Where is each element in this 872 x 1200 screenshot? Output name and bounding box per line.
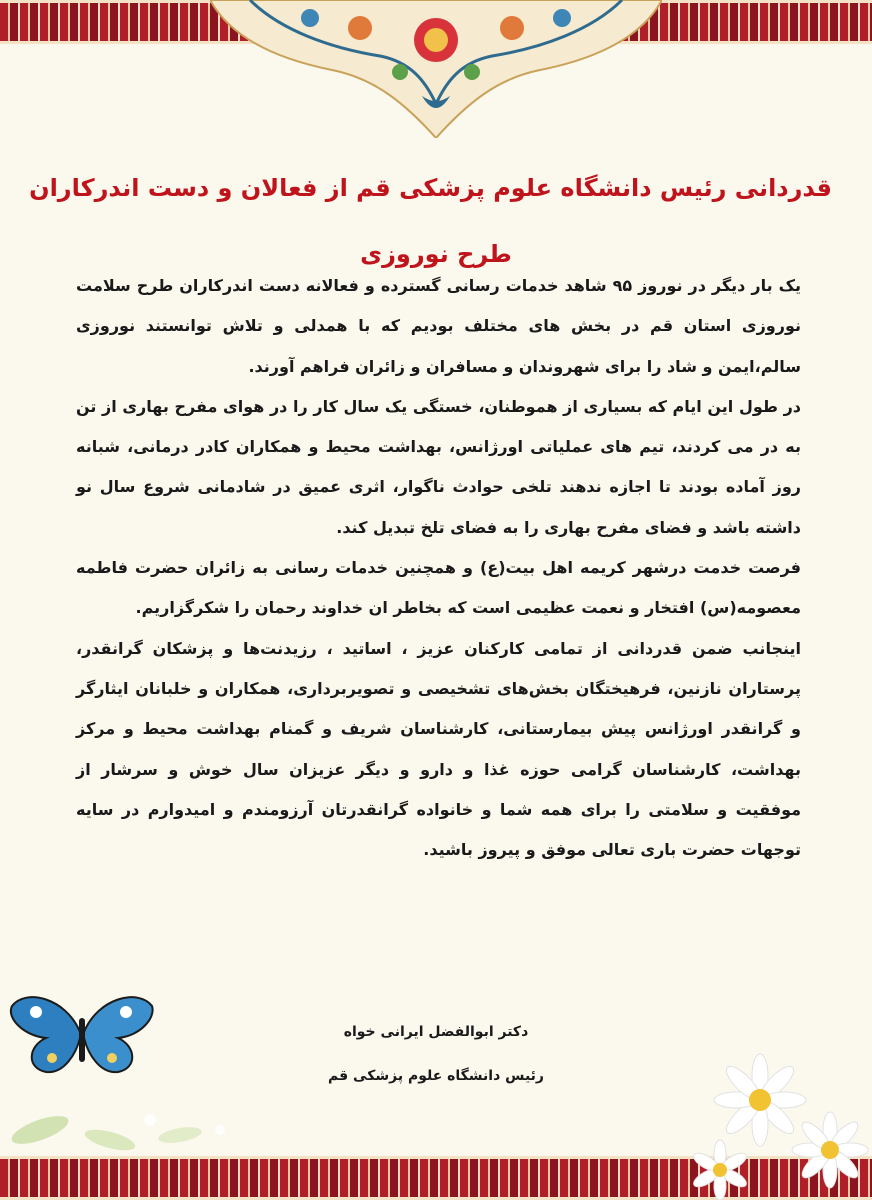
title-line-2: طرح نوروزی: [360, 240, 512, 268]
signer-position: رئیس دانشگاه علوم پزشکی قم: [328, 1068, 544, 1084]
paragraph-2: در طول این ایام که بسیاری از هموطنان، خستگی یک سال کار را در هوای مفرح بهاری از تن به در می کردند، تیم های عملیاتی اورژانس، بهداشت محیط و همکاران کادر درمانی، شبانه روز آماده بودند تا اجازه ندهند تلخی حوادث ناگوار، اثری عمیق در شادمانی شروع سال نو داشته باشد و فضای مفرح بهاری را به فضای تلخ تبدیل کند.: [76, 396, 801, 537]
paragraph-1: یک بار دیگر در نوروز ۹۵ شاهد خدمات رسانی گسترده و فعالانه دست اندرکاران طرح سلامت نوروزی استان قم در بخش های مختلف بودیم که با همدلی و تلاش توانستند نوروزی سالم،ایمن و شاد را برای شهروندان و مسافران و زائران فراهم آورند.: [76, 276, 802, 376]
letter-body: [76, 266, 801, 870]
paragraph-3: فرصت خدمت درشهر کریمه اهل بیت(ع) و همچنین خدمات رسانی به زائران حضرت فاطمه معصومه(س) افتخار و نعمت عظیمی است که بخاطر ان خداوند رحمان را شکرگزاریم.: [76, 558, 801, 618]
floral-ornament-icon: [210, 0, 662, 138]
butterfly-icon: [6, 988, 156, 1076]
paragraph-4: اینجانب ضمن قدردانی از تمامی کارکنان عزیز ، اساتید ، رزیدنت‌ها و پزشکان گرانقدر، پرستاران نازنین، فرهیختگان بخش‌های تشخیصی و تصویربرداری، همکاران و خلبانان ایثارگر و گرانقدر اورژانس پیش بیمارستانی، کارشناسان شریف و گمنام بهداشت محیط و مرکز بهداشت، کارشناسان گرامی حوزه غذا و دارو و دیگر عزیزان سال خوش و سرشار از موفقیت و سلامتی را برای همه شما و خانواده گرانقدرتان آرزومندم و امیدوارم در سایه توجهات حضرت باری تعالی موفق و پیروز باشید.: [76, 638, 801, 860]
signer-name: دکتر ابوالفضل ایرانی خواه: [343, 1024, 529, 1040]
daisy-flowers-icon: [690, 1040, 872, 1200]
title-line-1: قدردانی رئیس دانشگاه علوم پزشکی قم از فعالان و دست اندرکاران: [29, 174, 832, 202]
